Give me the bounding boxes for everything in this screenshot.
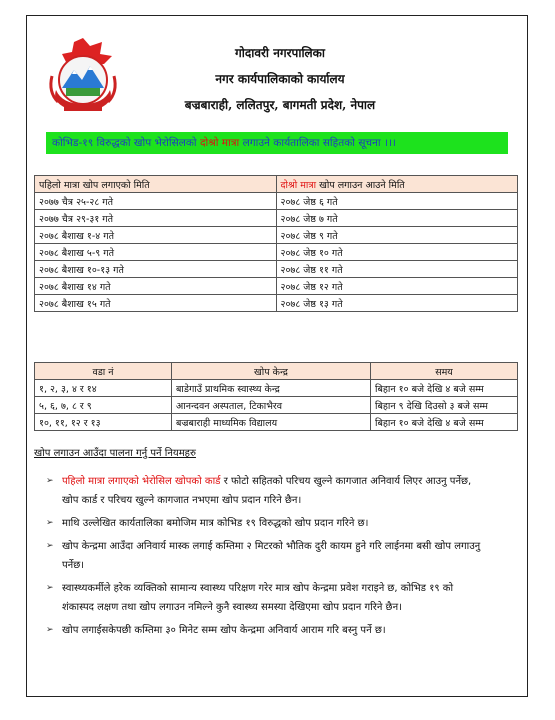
center-time: बिहान १० बजे देखि ४ बजे सम्म bbox=[371, 380, 518, 397]
notice-part2: दोश्रो मात्रा bbox=[199, 137, 240, 149]
rule-text: स्वास्थ्यकर्मीले हरेक व्यक्तिको सामान्य स्वास्थ्य परिक्षण गरेर मात्र खोप केन्द्रमा प्रवेश गराइने छ, कोभिड १९ को शंकास्पद लक्षण तथा खोप लगाउन नमिल्ने कुनै स्वास्थ्य समस्या देखिएमा खोप प्रदान गरिने छैन। bbox=[62, 583, 454, 613]
rules-title: खोप लगाउन आउँदा पालना गर्नु पर्ने नियमहरु bbox=[34, 448, 196, 459]
second-dose-header-red: दोश्रो मात्रा bbox=[280, 179, 317, 191]
first-dose-header: पहिलो मात्रा खोप लगाएको मिति bbox=[35, 176, 277, 193]
list-item bbox=[46, 472, 484, 510]
table-row bbox=[35, 380, 518, 397]
office-address: बज्रबाराही, ललितपुर, बागमती प्रदेश, नेपाल bbox=[184, 98, 376, 112]
table-row bbox=[35, 261, 518, 278]
ward-numbers: १०, ११, १२ र १३ bbox=[35, 414, 172, 431]
table-header-row bbox=[35, 176, 518, 193]
center-name: बज्रबाराही माध्यमिक विद्यालय bbox=[172, 414, 371, 431]
rules-list bbox=[46, 472, 484, 644]
center-header: खोप केन्द्र bbox=[172, 363, 371, 380]
arrow-bullet-icon: ➢ bbox=[46, 518, 54, 528]
rule-text: र फोटो सहितको परिचय खुल्ने कागजात अनिवार्य लिएर आउनु पर्नेछ, खोप कार्ड र परिचय खुल्ने कागजात नभएमा खोप प्रदान गरिने छैन। bbox=[62, 476, 472, 506]
second-dose-date: २०७८ जेष्ठ १३ गते bbox=[276, 295, 518, 312]
arrow-bullet-icon: ➢ bbox=[46, 541, 54, 551]
rule-text: खोप केन्द्रमा आउँदा अनिवार्य मास्क लगाई कम्तिमा २ मिटरको भौतिक दुरी कायम हुने गरि लाईनमा बसी खोप लगाउनु पर्नेछ। bbox=[62, 541, 481, 571]
list-item bbox=[46, 514, 484, 533]
first-dose-date: २०७८ बैशाख १-४ गते bbox=[35, 227, 277, 244]
notice-part1: कोभिड-१९ विरुद्धको खोप भेरोसिलको bbox=[52, 137, 200, 149]
table-row bbox=[35, 278, 518, 295]
rule-text: माथि उल्लेखित कार्यतालिका बमोजिम मात्र कोभिड १९ विरुद्धको खोप प्रदान गरिने छ। bbox=[62, 518, 369, 529]
second-dose-date: २०७८ जेष्ठ ६ गते bbox=[276, 193, 518, 210]
second-dose-header-rest: खोप लगाउन आउने मिति bbox=[316, 179, 405, 191]
table-row bbox=[35, 210, 518, 227]
first-dose-date: २०७८ बैशाख १०-१३ गते bbox=[35, 261, 277, 278]
center-time: बिहान ९ देखि दिउसो ३ बजे सम्म bbox=[371, 397, 518, 414]
second-dose-date: २०७८ जेष्ठ ११ गते bbox=[276, 261, 518, 278]
center-name: बाडेगाउँ प्राथमिक स्वास्थ्य केन्द्र bbox=[172, 380, 371, 397]
second-dose-date: २०७८ जेष्ठ १२ गते bbox=[276, 278, 518, 295]
second-dose-date: २०७८ जेष्ठ ९ गते bbox=[276, 227, 518, 244]
second-dose-date: २०७८ जेष्ठ १० गते bbox=[276, 244, 518, 261]
table-header-row bbox=[35, 363, 518, 380]
first-dose-date: २०७७ चैत्र २५-२८ गते bbox=[35, 193, 277, 210]
time-header: समय bbox=[371, 363, 518, 380]
ward-numbers: ५, ६, ७, ८ र ९ bbox=[35, 397, 172, 414]
table-row bbox=[35, 193, 518, 210]
vaccination-centers-table bbox=[34, 362, 518, 431]
first-dose-date: २०७८ बैशाख ५-९ गते bbox=[35, 244, 277, 261]
ward-numbers: १, २, ३, ४ र १४ bbox=[35, 380, 172, 397]
second-dose-date: २०७८ जेष्ठ ७ गते bbox=[276, 210, 518, 227]
notice-part3: लगाउने कार्यतालिका सहितको सूचना ।।। bbox=[239, 137, 396, 149]
municipality-name: गोदावरी नगरपालिका bbox=[234, 46, 326, 60]
table-row bbox=[35, 414, 518, 431]
arrow-bullet-icon: ➢ bbox=[46, 625, 54, 635]
table-row bbox=[35, 295, 518, 312]
table-row bbox=[35, 397, 518, 414]
first-dose-date: २०७८ बैशाख १४ गते bbox=[35, 278, 277, 295]
arrow-bullet-icon: ➢ bbox=[46, 476, 54, 486]
ward-header: वडा नं bbox=[35, 363, 172, 380]
office-header bbox=[140, 40, 420, 118]
table-row bbox=[35, 244, 518, 261]
notice-banner bbox=[46, 132, 508, 154]
rule-highlight: पहिलो मात्रा लगाएको भेरोसिल खोपको कार्ड bbox=[62, 476, 221, 487]
nepal-emblem-icon bbox=[42, 36, 124, 114]
center-name: आनन्दवन अस्पताल, टिकाभैरव bbox=[172, 397, 371, 414]
office-name: नगर कार्यपालिकाको कार्यालय bbox=[215, 72, 345, 86]
list-item bbox=[46, 621, 484, 640]
arrow-bullet-icon: ➢ bbox=[46, 583, 54, 593]
center-time: बिहान १० बजे देखि ४ बजे सम्म bbox=[371, 414, 518, 431]
list-item bbox=[46, 537, 484, 575]
list-item bbox=[46, 579, 484, 617]
second-dose-header bbox=[276, 176, 518, 193]
table-row bbox=[35, 227, 518, 244]
dose-schedule-table bbox=[34, 175, 518, 312]
first-dose-date: २०७८ बैशाख १५ गते bbox=[35, 295, 277, 312]
rule-text: खोप लगाईसकेपछी कम्तिमा ३० मिनेट सम्म खोप केन्द्रमा अनिवार्य आराम गरि बस्नु पर्ने छ। bbox=[62, 625, 386, 636]
first-dose-date: २०७७ चैत्र २९-३१ गते bbox=[35, 210, 277, 227]
